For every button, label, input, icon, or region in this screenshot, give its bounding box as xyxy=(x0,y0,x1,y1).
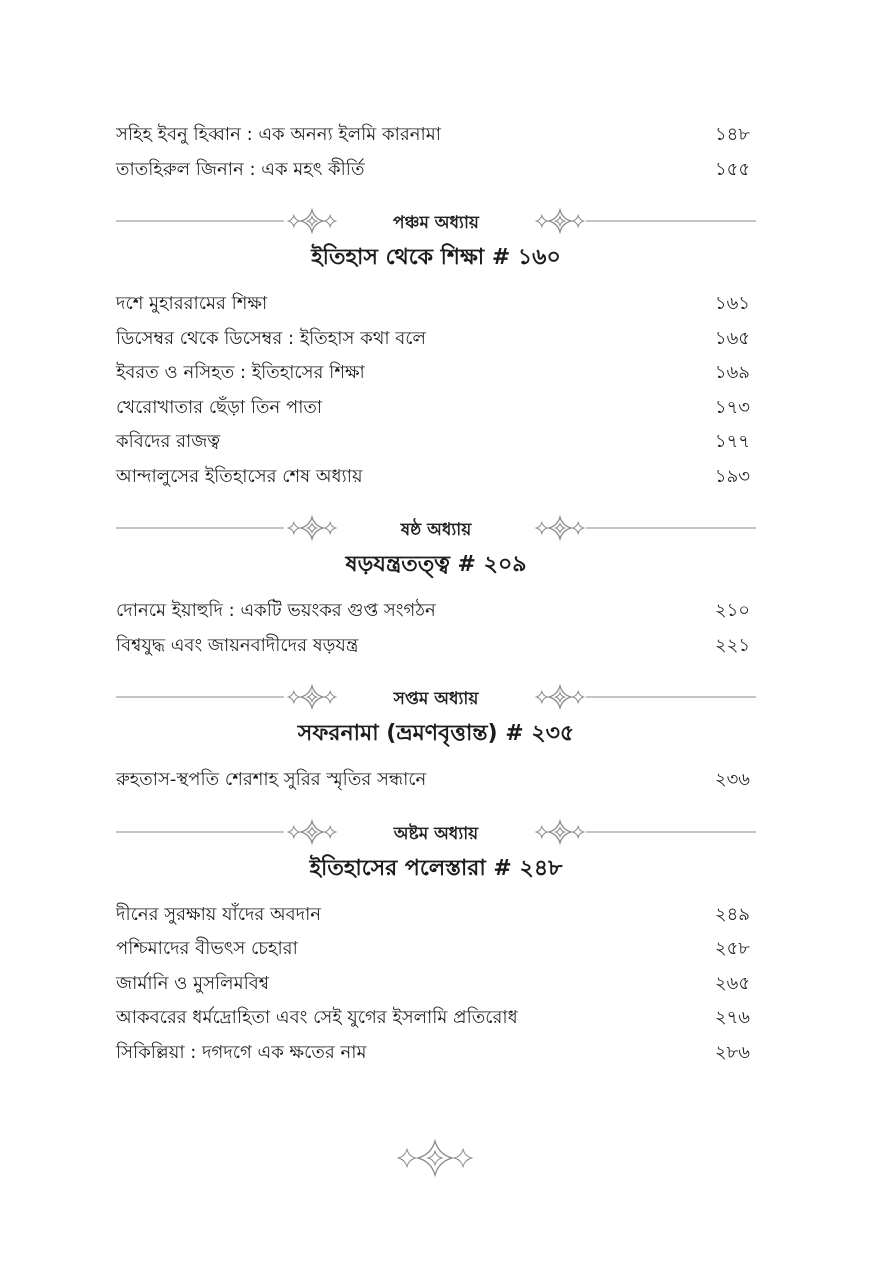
toc-entry xyxy=(116,118,756,153)
entry-page-number: ১৪৮ xyxy=(714,124,750,145)
entry-page-number: ১৭৭ xyxy=(714,431,750,452)
entry-page-number: ১৬১ xyxy=(714,293,750,314)
entry-page-number: ২৩৬ xyxy=(714,769,750,790)
entry-title: দীনের সুরক্ষায় যাঁদের অবদান xyxy=(116,903,322,925)
chapter-entries xyxy=(116,898,756,1071)
chapter-header xyxy=(116,812,756,852)
entry-page-number: ২৫৮ xyxy=(714,938,750,959)
entry-page-number: ১৫৫ xyxy=(714,158,750,180)
entry-title: ডিসেম্বর থেকে ডিসেম্বর : ইতিহাস কথা বলে xyxy=(116,327,426,349)
bottom-ornament xyxy=(389,1136,481,1180)
toc-entry xyxy=(116,967,756,1002)
toc-entry xyxy=(116,1001,756,1036)
entry-page-number: ১৭৩ xyxy=(714,396,750,418)
entry-page-number: ২৪৯ xyxy=(714,903,750,925)
chapter-header xyxy=(116,201,756,241)
chapter-label: পঞ্চম অধ্যায় xyxy=(393,213,479,233)
toc-entry xyxy=(116,356,756,391)
entry-page-number: ২৮৬ xyxy=(714,1041,750,1063)
toc-entry xyxy=(116,391,756,426)
chapter-label: সপ্তম অধ্যায় xyxy=(393,689,479,709)
chapter-entries xyxy=(116,287,756,494)
section-title: ইতিহাসের পলেস্তারা # ২৪৮ xyxy=(309,855,563,881)
table-of-contents xyxy=(116,118,756,1070)
toc-entry xyxy=(116,425,756,460)
intro-entries xyxy=(116,118,756,187)
entry-title: তাতহিরুল জিনান : এক মহৎ কীর্তি xyxy=(116,158,365,180)
toc-entry xyxy=(116,287,756,322)
section-title: সফরনামা (ভ্রমণবৃত্তান্ত) # ২৩৫ xyxy=(297,721,575,746)
entry-title: রুহতাস-স্থপতি শেরশাহ সুরির স্মৃতির সন্ধানে xyxy=(116,769,427,790)
entry-title: কবিদের রাজত্ব xyxy=(116,431,221,452)
entry-title: দশে মুহাররামের শিক্ষা xyxy=(116,293,268,314)
entry-title: পশ্চিমাদের বীভৎস চেহারা xyxy=(116,938,298,959)
entry-page-number: ১৯৩ xyxy=(714,465,750,487)
entry-title: ইবরত ও নসিহত : ইতিহাসের শিক্ষা xyxy=(116,362,365,383)
entry-title: জার্মানি ও মুসলিমবিশ্ব xyxy=(116,972,270,994)
entry-page-number: ২৬৫ xyxy=(714,972,750,994)
entry-page-number: ১৬৯ xyxy=(714,362,750,383)
entry-title: দোনমে ইয়াহুদি : একটি ভয়ংকর গুপ্ত সংগঠন xyxy=(116,600,436,621)
toc-entry xyxy=(116,1036,756,1071)
toc-entry xyxy=(116,932,756,967)
toc-entry xyxy=(116,594,756,629)
entry-title: সিকিল্লিয়া : দগদগে এক ক্ষতের নাম xyxy=(116,1041,367,1063)
entry-title: খেরোখাতার ছেঁড়া তিন পাতা xyxy=(116,396,323,418)
section-title: ষড়যন্ত্রতত্ত্ব # ২০৯ xyxy=(345,552,527,577)
chapter-label: ষষ্ঠ অধ্যায় xyxy=(400,520,472,540)
toc-entry xyxy=(116,898,756,933)
entry-page-number: ১৬৫ xyxy=(714,327,750,349)
toc-entry xyxy=(116,460,756,495)
toc-entry xyxy=(116,763,756,798)
entry-title: বিশ্বযুদ্ধ এবং জায়নবাদীদের ষড়যন্ত্র xyxy=(116,634,359,656)
toc-entry xyxy=(116,153,756,188)
chapter-label: অষ্টম অধ্যায় xyxy=(393,823,479,844)
chapter-header xyxy=(116,677,756,717)
entry-page-number: ২৭৬ xyxy=(714,1007,750,1028)
chapter-entries xyxy=(116,763,756,798)
toc-entry xyxy=(116,322,756,357)
chapter-entries xyxy=(116,594,756,663)
entry-page-number: ২২১ xyxy=(714,634,750,656)
entry-title: আকবরের ধর্মদ্রোহিতা এবং সেই যুগের ইসলামি প্রতিরোধ xyxy=(116,1007,518,1028)
entry-title: সহিহ ইবনু হিব্বান : এক অনন্য ইলমি কারনামা xyxy=(116,124,441,145)
section-title: ইতিহাস থেকে শিক্ষা # ১৬০ xyxy=(311,245,561,270)
entry-page-number: ২১০ xyxy=(714,600,750,621)
chapter-header xyxy=(116,508,756,548)
toc-entry xyxy=(116,629,756,664)
entry-title: আন্দালুসের ইতিহাসের শেষ অধ্যায় xyxy=(116,465,363,487)
